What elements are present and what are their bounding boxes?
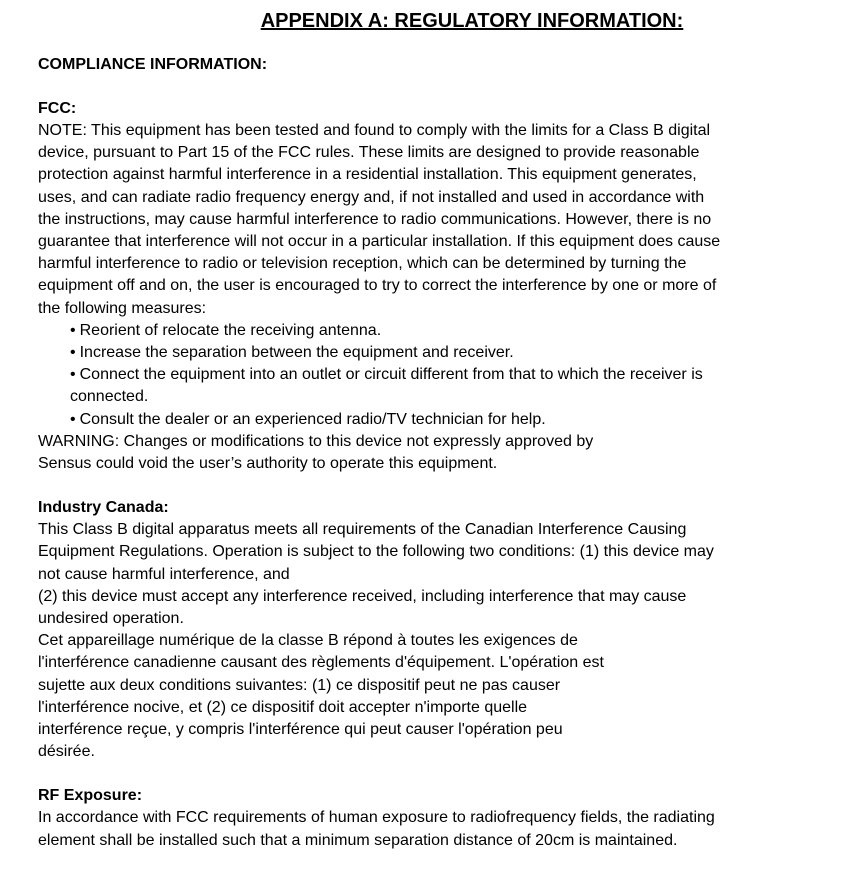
rf-exposure-paragraph [38, 807, 838, 851]
ic-english-line: (2) this device must accept any interference received, including interference that may cause [38, 587, 687, 605]
list-item-text: Increase the separation between the equipment and receiver. [79, 344, 514, 362]
rf-line: element shall be installed such that a minimum separation distance of 20cm is maintained. [38, 831, 678, 849]
list-item-text: Consult the dealer or an experienced radio/TV technician for help. [79, 410, 546, 428]
fcc-heading: FCC: [38, 100, 77, 117]
fcc-note-line: equipment off and on, the user is encouraged to try to correct the interference by one or more of [38, 277, 717, 295]
spacer [38, 475, 838, 497]
ic-french-line: sujette aux deux conditions suivantes: (1) ce dispositif peut ne pas causer [38, 676, 561, 694]
ic-french-line: Cet appareillage numérique de la classe B répond à toutes les exigences de [38, 632, 578, 650]
ic-french-line: l'interférence canadienne causant des règlements d'équipement. L'opération est [38, 654, 604, 672]
industry-canada-heading: Industry Canada: [38, 499, 169, 517]
fcc-note-line: protection against harmful interference in a residential installation. This equipment generates, [38, 166, 697, 184]
ic-english-line: not cause harmful interference, and [38, 565, 290, 583]
list-item [70, 409, 838, 431]
industry-canada-english [38, 519, 838, 630]
rf-exposure-heading: RF Exposure: [38, 787, 143, 805]
ic-french-line: interférence reçue, y compris l'interférence qui peut causer l'opération peu [38, 721, 563, 739]
fcc-note-line: the following measures: [38, 299, 207, 317]
warning-line: Sensus could void the user’s authority to operate this equipment. [38, 455, 498, 473]
fcc-note-paragraph [38, 120, 838, 320]
fcc-note-line: guarantee that interference will not occur in a particular installation. If this equipment does cause [38, 233, 721, 251]
fcc-note-line: harmful interference to radio or television reception, which can be determined by turning the [38, 255, 687, 273]
fcc-note-line: the instructions, may cause harmful interference to radio communications. However, there is no [38, 210, 712, 228]
list-item-text: Reorient of relocate the receiving antenna. [79, 321, 382, 339]
ic-english-line: Equipment Regulations. Operation is subject to the following two conditions: (1) this device may [38, 543, 714, 561]
spacer [38, 763, 838, 785]
bullet-icon: • [70, 366, 76, 384]
fcc-note-line: uses, and can radiate radio frequency energy and, if not installed and used in accordance with [38, 188, 705, 206]
ic-english-line: undesired operation. [38, 610, 184, 628]
fcc-note-line: device, pursuant to Part 15 of the FCC rules. These limits are designed to provide reasonable [38, 144, 700, 162]
ic-english-line: This Class B digital apparatus meets all requirements of the Canadian Interference Causing [38, 521, 687, 539]
fcc-warning-paragraph [38, 431, 838, 475]
rf-line: In accordance with FCC requirements of human exposure to radiofrequency fields, the radiating [38, 809, 715, 827]
bullet-icon: • [70, 410, 76, 428]
bullet-icon: • [70, 344, 76, 362]
compliance-heading: COMPLIANCE INFORMATION: [38, 56, 268, 73]
fcc-measures-list [38, 320, 838, 431]
list-item [70, 364, 838, 408]
document-page [38, 8, 838, 852]
list-item [70, 320, 838, 342]
bullet-icon: • [70, 321, 76, 339]
appendix-title: APPENDIX A: REGULATORY INFORMATION: [260, 10, 684, 32]
warning-line: WARNING: Changes or modifications to this device not expressly approved by [38, 432, 594, 450]
ic-french-line: désirée. [38, 743, 95, 761]
fcc-note-line: NOTE: This equipment has been tested and found to comply with the limits for a Class B digital [38, 122, 711, 139]
list-item [70, 342, 838, 364]
spacer [38, 76, 838, 98]
list-item-text: Connect the equipment into an outlet or circuit different from that to which the receiver is [79, 366, 703, 384]
industry-canada-french [38, 630, 838, 763]
list-item-continuation: connected. [70, 388, 149, 406]
ic-french-line: l'interférence nocive, et (2) ce dispositif doit accepter n'importe quelle [38, 698, 528, 716]
